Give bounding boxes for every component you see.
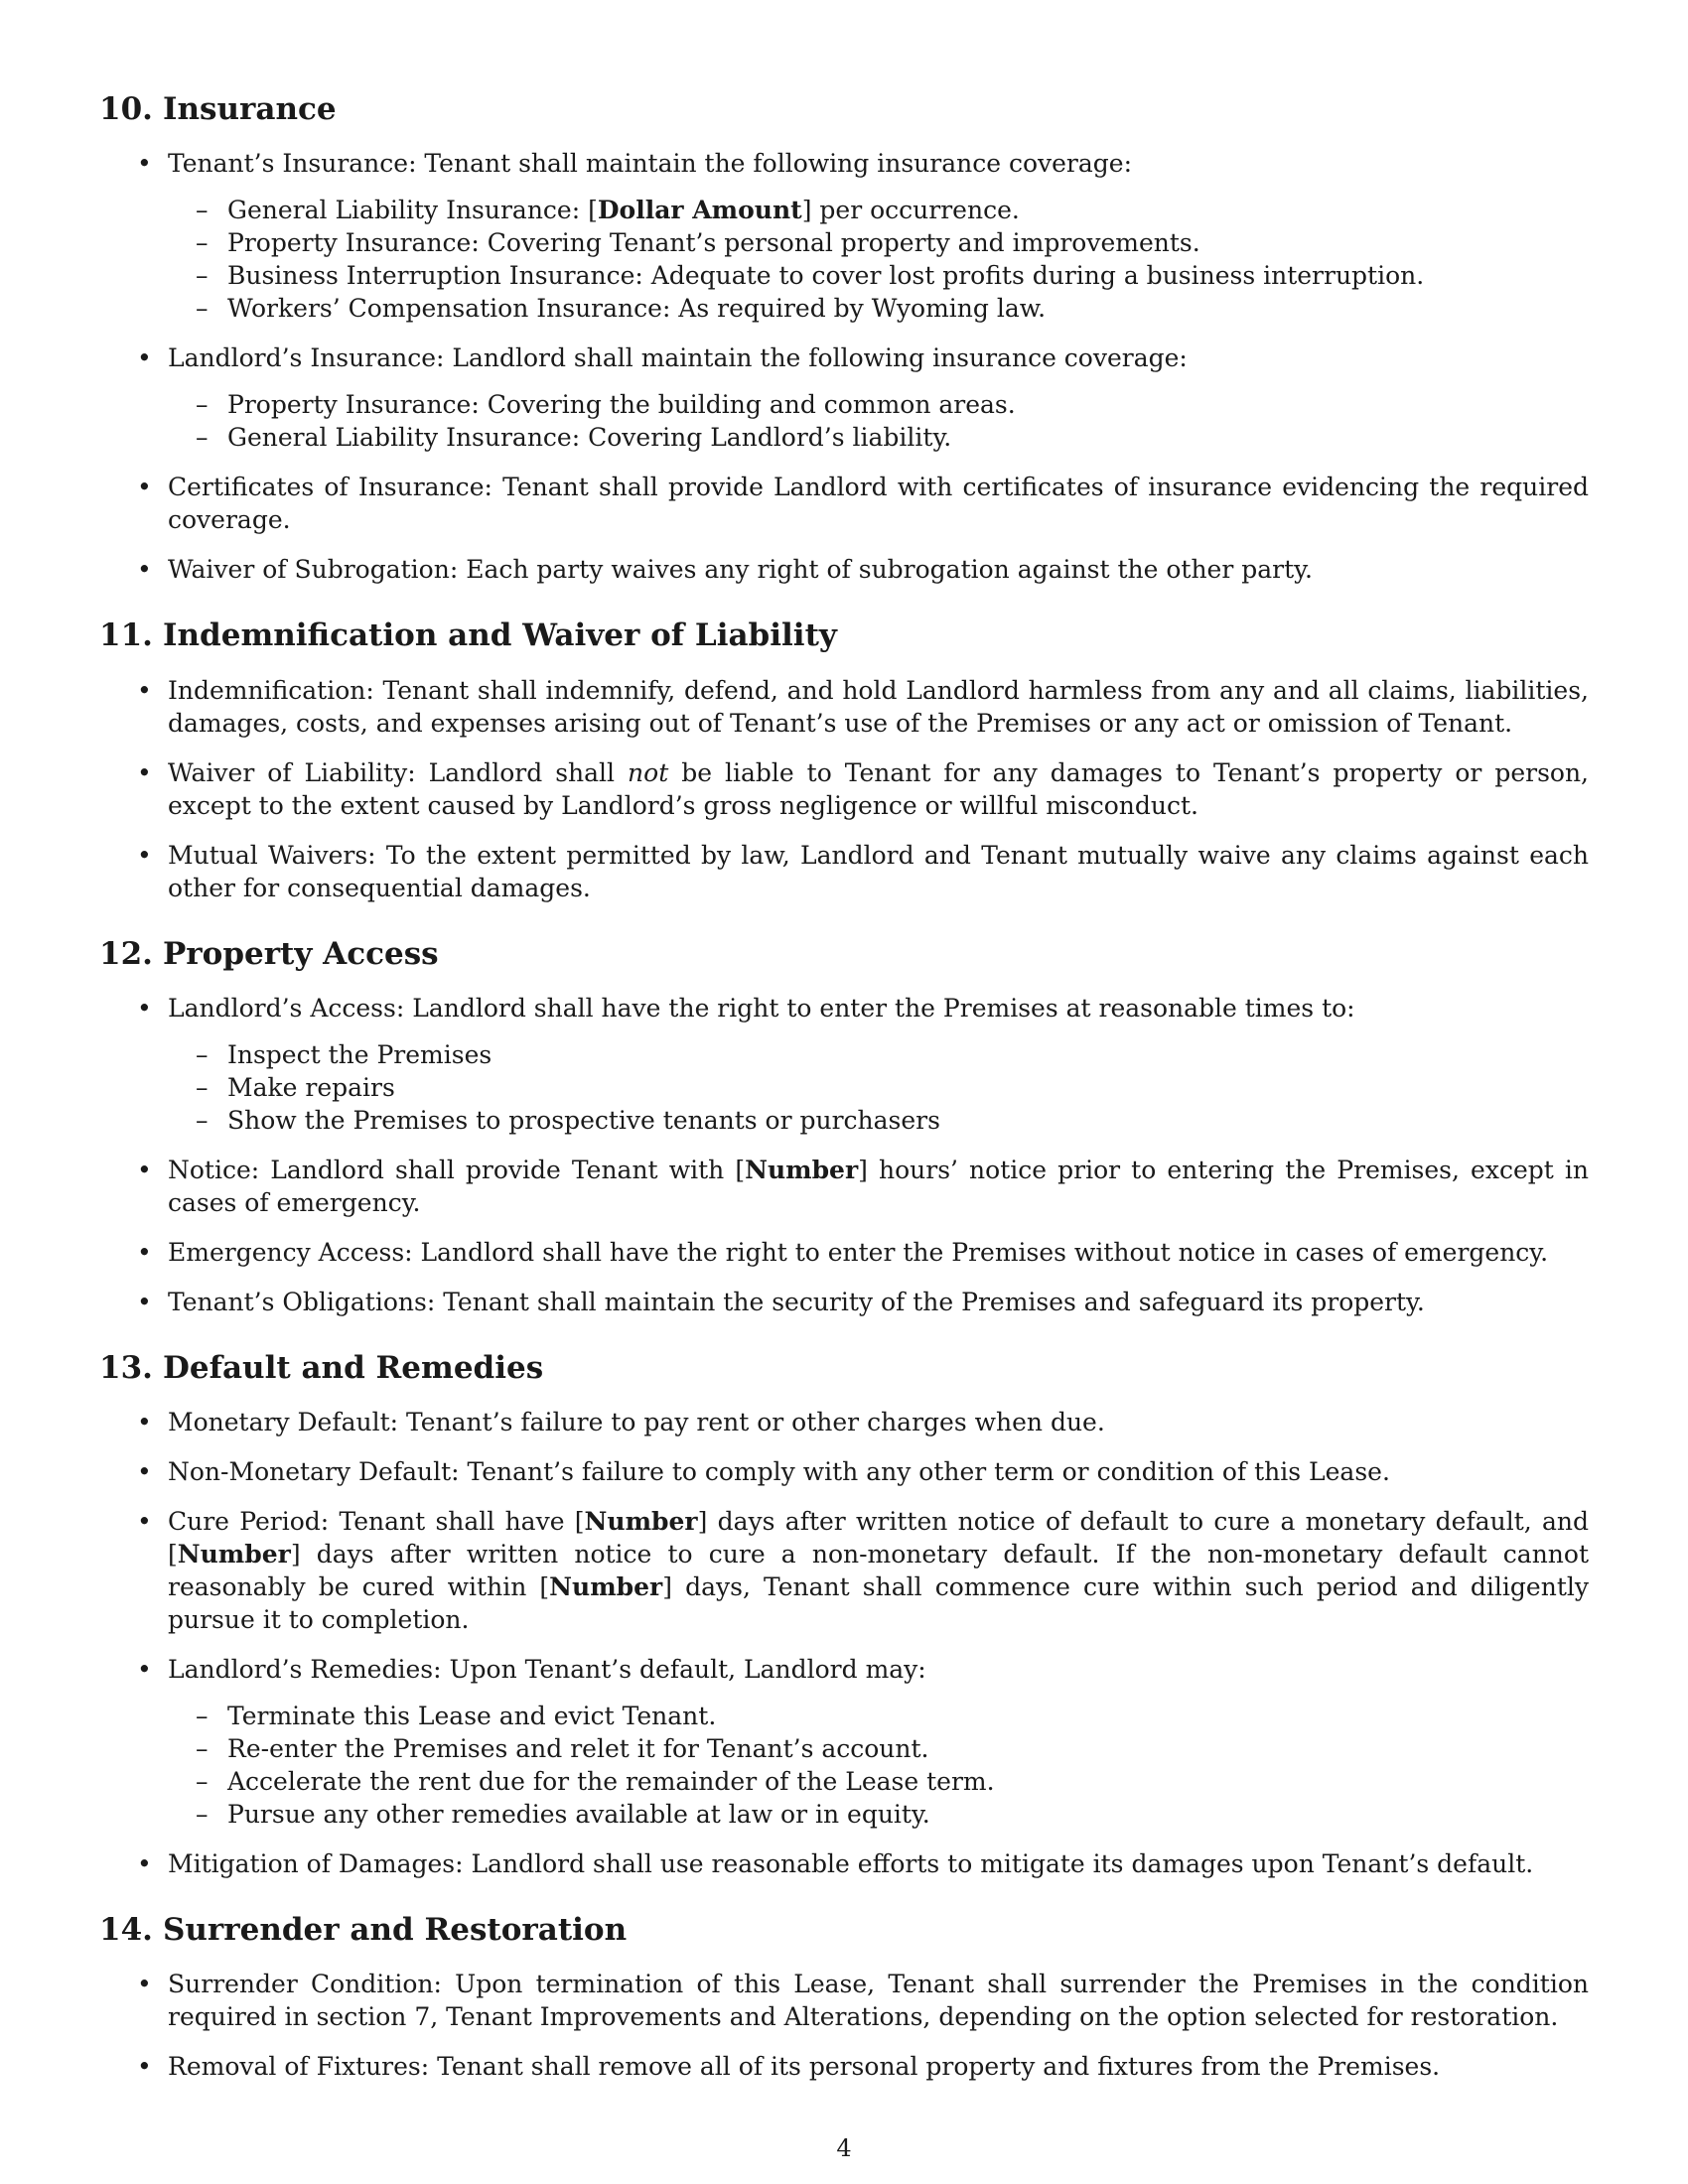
section-indemnification (99, 615, 1589, 903)
list-item: • Surrender Condition: Upon termination of this Lease, Tenant shall surrender the Premises in the condition required in section 7, Tenant Improvements and Alterations, depending on the option selected for restoration. (137, 1970, 1589, 2032)
sub-list-item: – Make repairs (196, 1072, 395, 1102)
sub-list-item: – Inspect the Premises (196, 1039, 492, 1069)
list-item: • Certificates of Insurance: Tenant shall provide Landlord with certificates of insurance evidencing the required coverage. (137, 473, 1589, 535)
list-item: • Landlord’s Remedies: Upon Tenant’s default, Landlord may: – Terminate this Lease and evict Tenant. – Re-enter the Premises and relet it for Tenant’s account. – Accelerate the rent due for the remainder of the Lease term. – Pursue any other remedies available at law or in equity. (99, 1653, 1589, 1831)
sub-list-item: – Workers’ Compensation Insurance: As required by Wyoming law. (196, 294, 1047, 324)
list-item: • Removal of Fixtures: Tenant shall remove all of its personal property and fixtures from the Premises. (137, 2052, 1441, 2082)
list-item: • Mutual Waivers: To the extent permitted by law, Landlord and Tenant mutually waive any claims against each other for consequential damages. (137, 840, 1589, 902)
sub-list-item: – Terminate this Lease and evict Tenant. (196, 1702, 717, 1731)
sub-list-item: – Property Insurance: Covering the building and common areas. (196, 390, 1016, 420)
section-heading: 13. Default and Remedies (99, 1349, 544, 1386)
section-heading: 10. Insurance (99, 91, 337, 127)
sub-list-item: – Property Insurance: Covering Tenant’s personal property and improvements. (196, 228, 1200, 258)
list-item: • Mitigation of Damages: Landlord shall use reasonable efforts to mitigate its damages upon Tenant’s default. (137, 1849, 1534, 1879)
list-item: • Emergency Access: Landlord shall have the right to enter the Premises without notice in cases of emergency. (137, 1237, 1549, 1267)
list-item: • Landlord’s Access: Landlord shall have the right to enter the Premises at reasonable times to: – Inspect the Premises – Make repairs – Show the Premises to prospective tenants or purchasers (99, 992, 1589, 1137)
section-property-access (99, 934, 1589, 1318)
sub-list-item: – Re-enter the Premises and relet it for Tenant’s account. (196, 1734, 929, 1764)
section-insurance (99, 89, 1589, 586)
section-heading: 14. Surrender and Restoration (99, 1912, 628, 1949)
sub-list-item: – General Liability Insurance: [Dollar Amount] per occurrence. (196, 196, 1020, 225)
list-item: • Non-Monetary Default: Tenant’s failure to comply with any other term or condition of this Lease. (137, 1457, 1390, 1487)
list-item: • Cure Period: Tenant shall have [Number] days after written notice of default to cure a monetary default, and [Number] days after written notice to cure a non-monetary default. If the non-monetary default cannot reasonably be cured within [Number] days, Tenant shall commence cure within such period and diligently pursue it to completion. (137, 1507, 1589, 1635)
page-number: 4 (836, 2134, 852, 2162)
list-item: • Monetary Default: Tenant’s failure to pay rent or other charges when due. (137, 1408, 1105, 1437)
section-heading: 12. Property Access (99, 935, 439, 972)
sub-list-item: – General Liability Insurance: Covering Landlord’s liability. (196, 423, 952, 453)
section-surrender (99, 1910, 1589, 2083)
sub-list-item: – Pursue any other remedies available at law or in equity. (196, 1800, 930, 1830)
section-heading: 11. Indemnification and Waiver of Liability (99, 617, 837, 654)
list-item: • Notice: Landlord shall provide Tenant with [Number] hours’ notice prior to entering the Premises, except in cases of emergency. (137, 1155, 1589, 1217)
list-item: • Indemnification: Tenant shall indemnify, defend, and hold Landlord harmless from any and all claims, liabilities, damages, costs, and expenses arising out of Tenant’s use of the Premises or any act or omission of Tenant. (137, 675, 1589, 738)
list-item: • Tenant’s Insurance: Tenant shall maintain the following insurance coverage: – General Liability Insurance: [Dollar Amount] per occurrence. – Property Insurance: Covering Tenant’s personal property and improvements. – Business Interruption Insurance: Adequate to cover lost profits during a business interruption. – Workers’ Compensation Insurance: As required by Wyoming law. (99, 147, 1589, 325)
list-item: • Landlord’s Insurance: Landlord shall maintain the following insurance coverage: – Property Insurance: Covering the building and common areas. – General Liability Insurance: Covering Landlord’s liability. (99, 341, 1589, 454)
sub-list-item: – Show the Premises to prospective tenants or purchasers (196, 1105, 940, 1135)
section-default-remedies (99, 1348, 1589, 1880)
list-item: • Tenant’s Obligations: Tenant shall maintain the security of the Premises and safeguard its property. (137, 1287, 1425, 1316)
sub-list-item: – Accelerate the rent due for the remainder of the Lease term. (196, 1767, 995, 1797)
list-item: • Waiver of Liability: Landlord shall not be liable to Tenant for any damages to Tenant’s property or person, except to the extent caused by Landlord’s gross negligence or willful misconduct. (137, 757, 1590, 820)
sub-list-item: – Business Interruption Insurance: Adequate to cover lost profits during a business interruption. (196, 261, 1425, 291)
list-item: • Waiver of Subrogation: Each party waives any right of subrogation against the other party. (137, 555, 1313, 585)
document-page (99, 89, 1589, 2113)
